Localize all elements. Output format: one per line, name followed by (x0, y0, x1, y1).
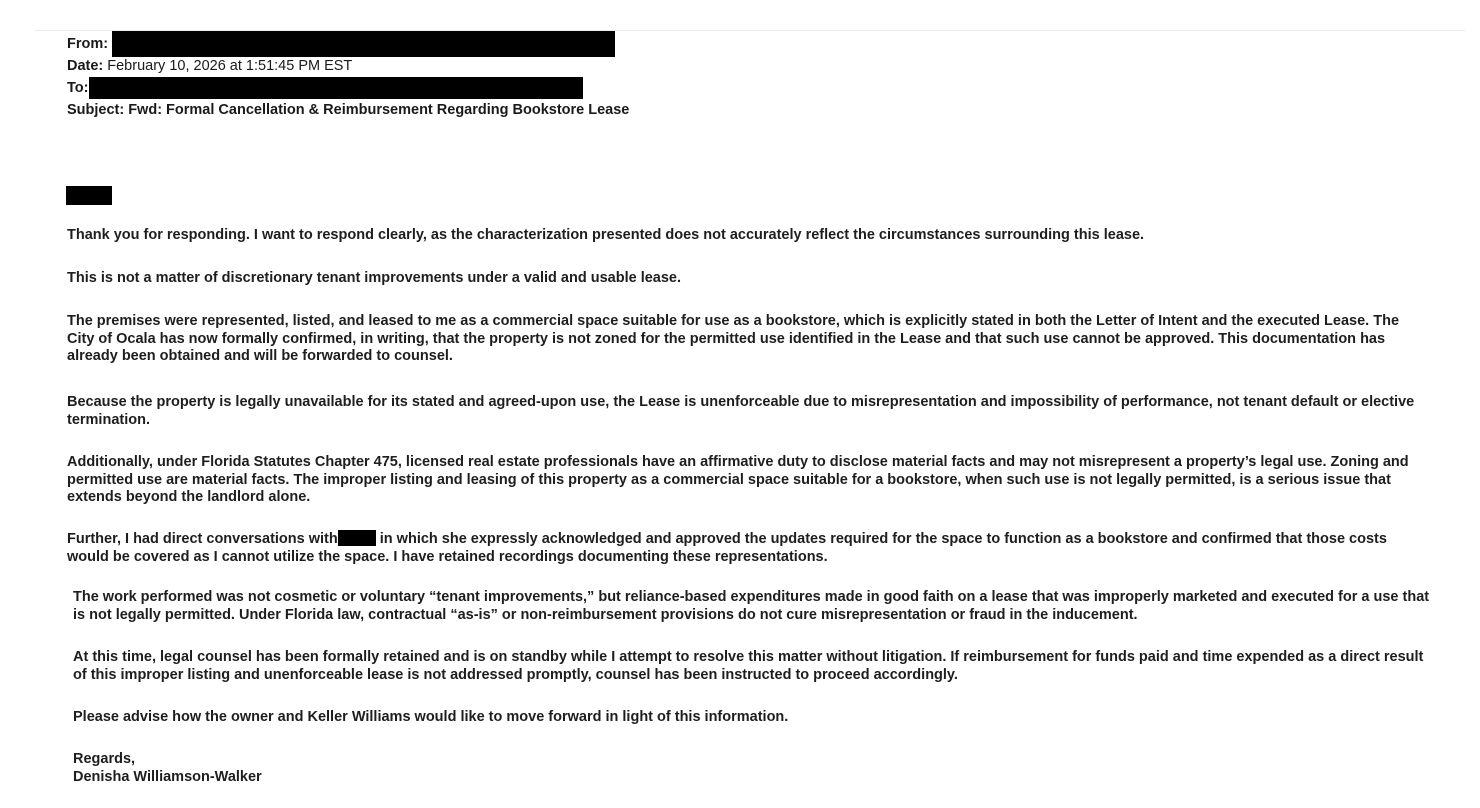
closing-text: Regards, (73, 751, 136, 767)
subject-row (67, 99, 629, 121)
signature-block (73, 751, 1433, 786)
body-paragraph-3 (67, 313, 1427, 366)
paragraph-text-start: Further, I had direct conversations with (67, 531, 338, 547)
body-paragraph-5 (67, 454, 1427, 507)
date-row (67, 55, 629, 77)
paragraph-text: The premises were represented, listed, and leased to me as a commercial space suitable for use as a bookstore, which is explicitly stated in both the Letter of Intent and the executed Lease. The City of Ocala has now formally confirmed, in writing, that the property is not zoned for the permitted use identified in the Lease and that such use cannot be approved. This documentation has already been obtained and will be forwarded to counsel. (67, 313, 1400, 364)
body-paragraph-9 (73, 709, 1433, 727)
paragraph-text: Additionally, under Florida Statutes Chapter 475, licensed real estate professionals have an affirmative duty to disclose material facts and may not misrepresent a property’s legal use. Zoning and permitted use are material facts. The improper listing and leasing of this property as a commercial space suitable for a bookstore, when such use is not legally permitted, is a serious issue that extends beyond the landlord alone. (67, 454, 1409, 505)
body-paragraph-2 (67, 270, 1427, 288)
signature-name: Denisha Williamson-Walker (73, 768, 262, 785)
paragraph-text: Please advise how the owner and Keller Williams would like to move forward in light of this information. (73, 709, 789, 725)
body-paragraph-6 (67, 530, 1427, 566)
paragraph-text: This is not a matter of discretionary tenant improvements under a valid and usable lease. (67, 270, 682, 286)
paragraph-text (67, 530, 1427, 566)
date-value: February 10, 2026 at 1:51:45 PM EST (107, 58, 353, 74)
date-label: Date: (67, 58, 104, 74)
subject-label: Subject: (67, 102, 125, 118)
paragraph-text-end: in which she expressly acknowledged and approved the updates required for the space to function as a bookstore and confirmed that those costs would be covered as I cannot utilize the space. I have retained recordings documenting these representations. (67, 531, 1387, 565)
from-redaction (112, 31, 615, 57)
subject-value: Fwd: Formal Cancellation & Reimbursement Regarding Bookstore Lease (128, 102, 630, 118)
paragraph-text: Because the property is legally unavailable for its stated and agreed-upon use, the Lease is unenforceable due to misrepresentation and impossibility of performance, not tenant default or elective termination. (67, 394, 1415, 428)
name-redaction (338, 530, 376, 546)
from-row (67, 33, 629, 55)
paragraph-text: Thank you for responding. I want to respond clearly, as the characterization presented does not accurately reflect the circumstances surrounding this lease. (67, 227, 1145, 243)
to-row (67, 77, 629, 99)
salutation-redaction (66, 186, 112, 205)
from-label: From: (67, 36, 109, 52)
to-redaction (89, 77, 583, 99)
body-paragraph-8 (73, 649, 1433, 684)
body-paragraph-4 (67, 394, 1427, 429)
paragraph-text: At this time, legal counsel has been formally retained and is on standby while I attempt to resolve this matter without litigation. If reimbursement for funds paid and time expended as a direct result of this improper listing and unenforceable lease is not addressed promptly, counsel has been instructed to proceed accordingly. (73, 649, 1424, 683)
paragraph-text: The work performed was not cosmetic or voluntary “tenant improvements,” but reliance-based expenditures made in good faith on a lease that was improperly marketed and executed for a use that is not legally permitted. Under Florida law, contractual “as-is” or non-reimbursement provisions do not cure misrepresentation or fraud in the inducement. (73, 589, 1430, 623)
to-label: To: (67, 80, 89, 96)
body-paragraph-1 (67, 227, 1427, 245)
email-header (67, 33, 629, 121)
body-paragraph-7 (73, 589, 1433, 624)
